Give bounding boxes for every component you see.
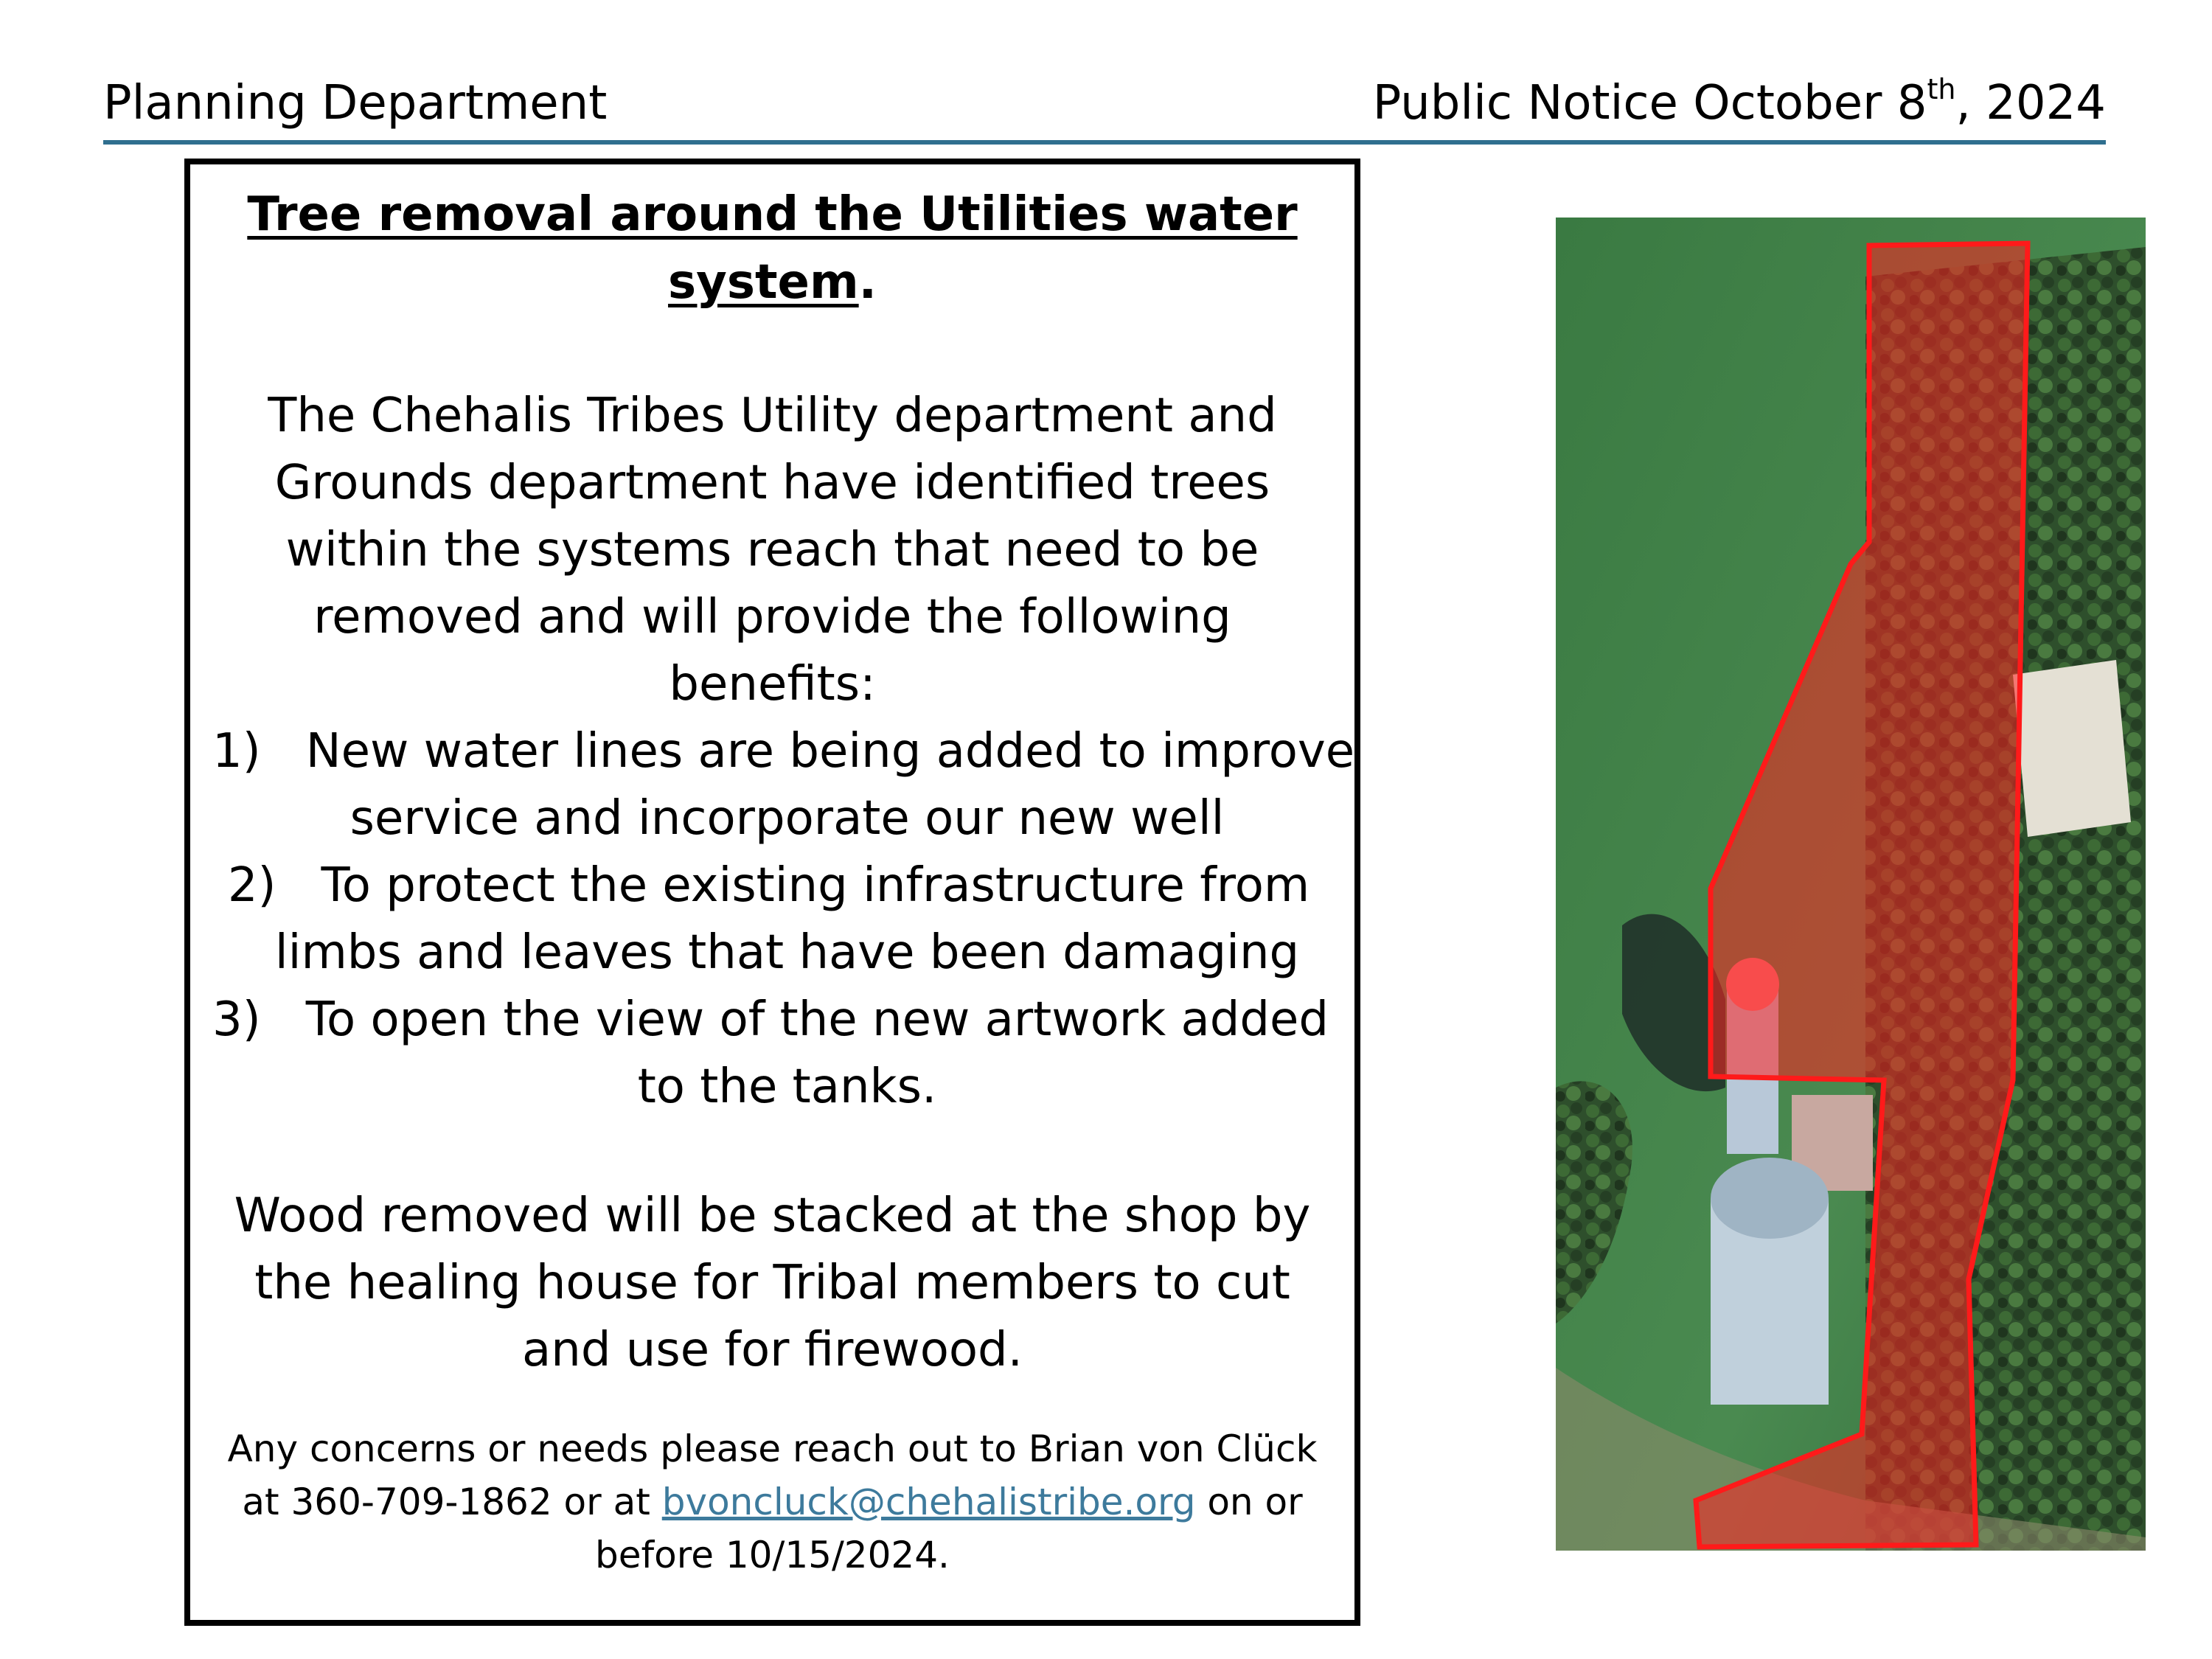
benefit-item: 3) To open the view of the new artwork added: [212, 992, 1329, 1047]
water-tank-roof: [1711, 1158, 1829, 1239]
intro-line: removed and will provide the following: [313, 590, 1231, 644]
aerial-map: [1556, 218, 2146, 1551]
header-rule: [103, 140, 2106, 145]
contact-line: Any concerns or needs please reach out to Brian von Clück: [227, 1427, 1318, 1470]
intro-line: The Chehalis Tribes Utility department and: [268, 389, 1277, 443]
notice-date: [1372, 73, 2106, 131]
building-roof: [2013, 660, 2131, 837]
intro-paragraph: [190, 383, 1354, 718]
notice-date-ordinal: th: [1927, 73, 1956, 105]
benefit-item: 2) To protect the existing infrastructure from: [227, 858, 1310, 913]
benefits-list: [190, 718, 1354, 1121]
benefit-item-cont: service and incorporate our new well: [349, 791, 1225, 846]
contact-line: at 360-709-1862 or at: [242, 1481, 662, 1523]
aerial-map-image: [1556, 218, 2146, 1551]
benefit-item-cont: to the tanks.: [637, 1060, 937, 1114]
notice-title-period: .: [858, 255, 877, 310]
intro-line: within the systems reach that need to be: [285, 523, 1259, 577]
notice-date-text: Public Notice October 8: [1372, 76, 1927, 131]
intro-line: Grounds department have identified trees: [274, 456, 1270, 510]
notice-title-line2: system: [668, 255, 859, 310]
notice-content: [190, 181, 1354, 1582]
notice-title-line1: Tree removal around the Utilities water: [247, 187, 1298, 242]
wood-line: and use for firewood.: [522, 1323, 1023, 1377]
contact-line: before 10/15/2024.: [595, 1534, 950, 1576]
benefit-item-cont: limbs and leaves that have been damaging: [274, 925, 1300, 980]
intro-line: benefits:: [669, 657, 876, 712]
contact-email-link[interactable]: bvoncluck@chehalistribe.org: [661, 1481, 1196, 1523]
contact-line: on or: [1195, 1481, 1303, 1523]
department-label: Planning Department: [103, 76, 608, 131]
wood-line: Wood removed will be stacked at the shop by: [234, 1189, 1311, 1243]
notice-box: [184, 159, 1360, 1626]
contact-paragraph: [190, 1422, 1354, 1582]
wood-line: the healing house for Tribal members to cut: [254, 1256, 1290, 1310]
benefit-item: 1) New water lines are being added to improve: [212, 724, 1355, 779]
notice-date-year: , 2024: [1955, 76, 2106, 131]
notice-title: [190, 181, 1354, 316]
wood-paragraph: [190, 1183, 1354, 1384]
